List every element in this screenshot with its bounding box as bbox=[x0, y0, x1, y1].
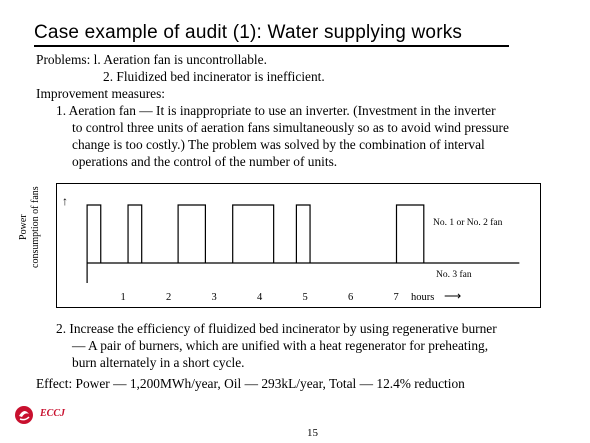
improvement-item2-line2: — A pair of burners, which are unified with a heat regenerator for preheating, bbox=[72, 338, 489, 353]
x-tick-label: 5 bbox=[302, 292, 308, 303]
x-tick-label: 6 bbox=[348, 292, 354, 303]
x-tick-label: 7 bbox=[393, 292, 399, 303]
improvement-item2-line1: 2. Increase the efficiency of fluidized bed incinerator by using regenerative burner bbox=[56, 321, 497, 336]
improvement-item1-line2: to control three units of aeration fans simultaneously so as to avoid wind pressure bbox=[72, 120, 509, 135]
problems-line-2: 2. Fluidized bed incinerator is inefficient. bbox=[103, 69, 325, 84]
fan-operation-chart bbox=[56, 183, 541, 308]
series-no1-no2-fan-label: No. 1 or No. 2 fan bbox=[433, 218, 503, 228]
eccj-logo-icon bbox=[13, 404, 35, 426]
eccj-logo-text: ECCJ bbox=[40, 408, 66, 419]
problems-line-1: Problems: l. Aeration fan is uncontrollable. bbox=[36, 52, 267, 67]
chart-y-arrow: ↑ bbox=[62, 194, 68, 208]
x-tick-label: 2 bbox=[166, 292, 172, 303]
page-number: 15 bbox=[307, 427, 318, 439]
chart-y-axis-label: Power consumption of fans bbox=[18, 186, 41, 268]
improvement-item1-line1: 1. Aeration fan — It is inappropriate to use an inverter. (Investment in the inverter bbox=[56, 103, 496, 118]
x-tick-label: 3 bbox=[211, 292, 217, 303]
series-no3-fan-label: No. 3 fan bbox=[436, 270, 472, 280]
improvement-item2-line3: burn alternately in a short cycle. bbox=[72, 355, 245, 370]
effect-summary: Effect: Power — 1,200MWh/year, Oil — 293kL/year, Total — 12.4% reduction bbox=[36, 376, 465, 391]
improvement-item1-line4: operations and the control of the number of units. bbox=[72, 154, 338, 169]
page-title: Case example of audit (1): Water supplying works bbox=[34, 22, 463, 43]
chart-x-axis-label: hours bbox=[411, 292, 435, 303]
x-tick-label: 1 bbox=[120, 292, 126, 303]
improvement-item1-line3: change is too costly.) The problem was solved by the combination of interval bbox=[72, 137, 485, 152]
x-tick-label: 4 bbox=[257, 292, 263, 303]
chart-x-arrow: ⟶ bbox=[444, 289, 462, 303]
improvement-heading: Improvement measures: bbox=[36, 86, 166, 101]
title-underline bbox=[34, 45, 509, 47]
series-no1-no2-fan-line bbox=[87, 205, 424, 263]
